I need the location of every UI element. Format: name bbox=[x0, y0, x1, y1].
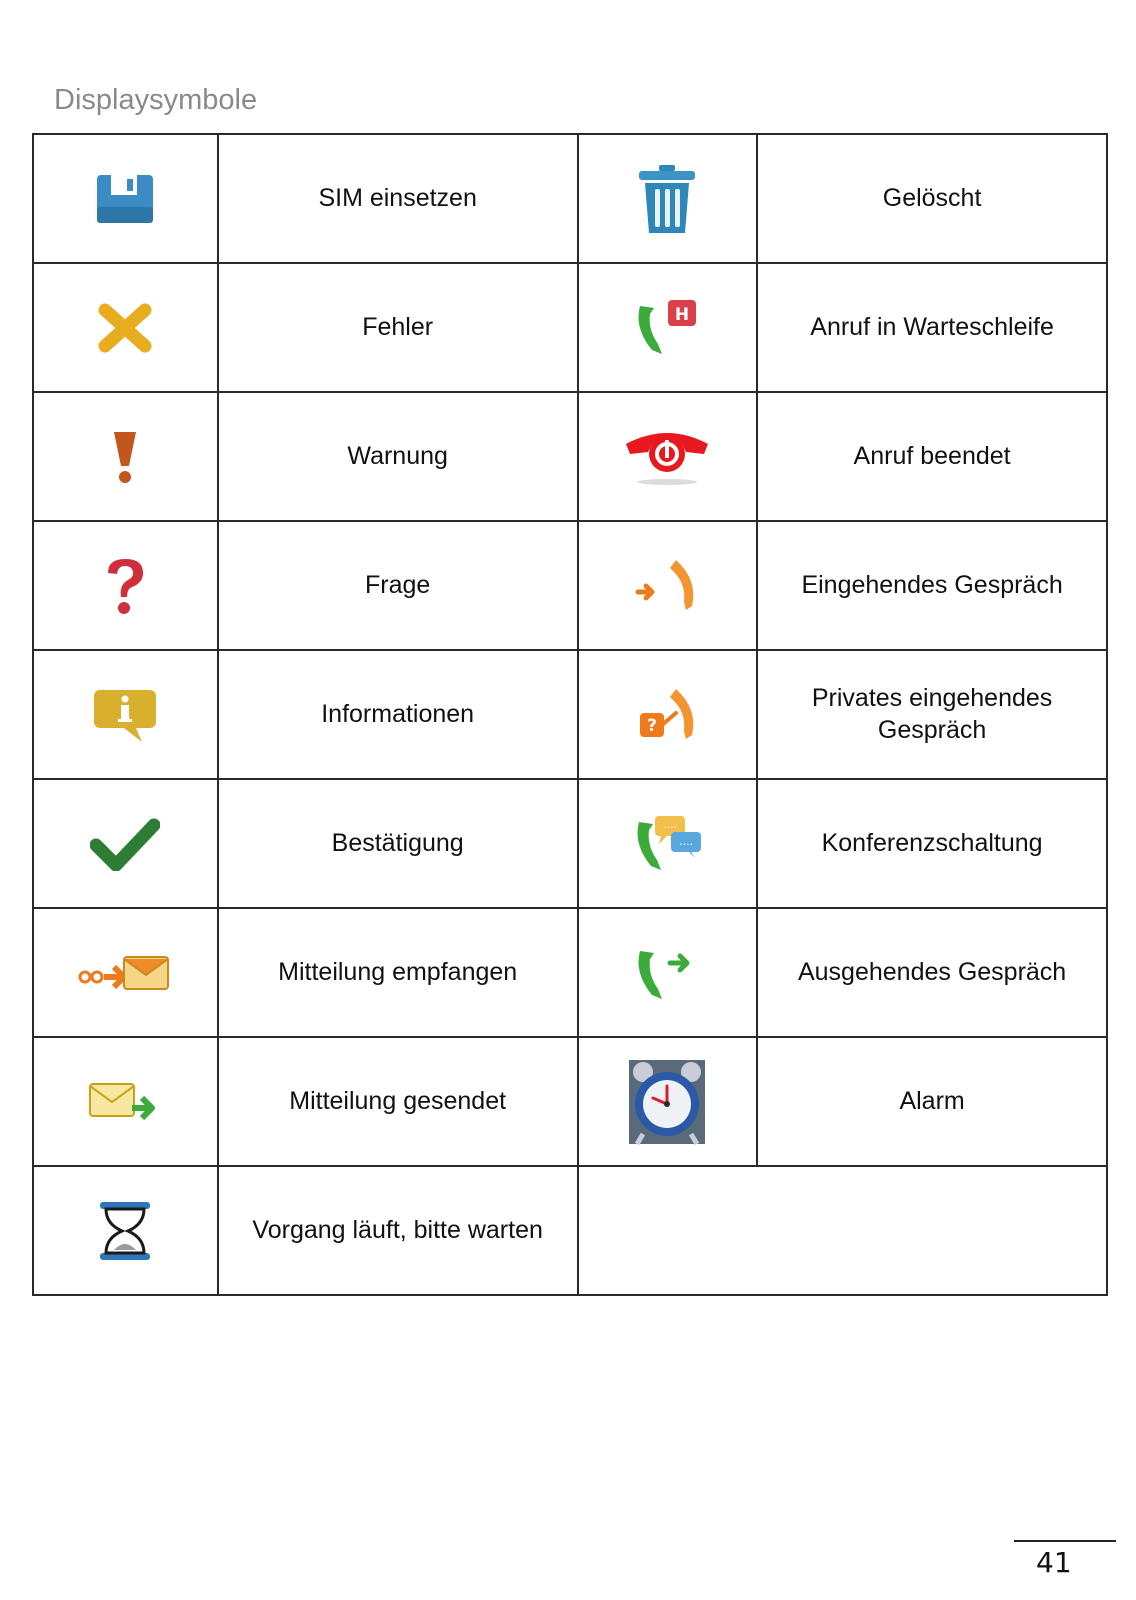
alarm-clock-icon bbox=[578, 1037, 758, 1166]
label-warnung: Warnung bbox=[218, 392, 578, 521]
message-received-icon bbox=[33, 908, 218, 1037]
empty-cell bbox=[578, 1166, 1107, 1295]
table-row bbox=[33, 134, 1107, 263]
label-vorgang-laeuft: Vorgang läuft, bitte warten bbox=[218, 1166, 578, 1295]
private-incoming-call-icon bbox=[578, 650, 758, 779]
table-row bbox=[33, 1037, 1107, 1166]
warning-exclamation-icon bbox=[33, 392, 218, 521]
table-row bbox=[33, 263, 1107, 392]
label-mitteilung-gesendet: Mitteilung gesendet bbox=[218, 1037, 578, 1166]
checkmark-icon bbox=[33, 779, 218, 908]
info-bubble-icon bbox=[33, 650, 218, 779]
hourglass-icon bbox=[33, 1166, 218, 1295]
label-sim-einsetzen: SIM einsetzen bbox=[218, 134, 578, 263]
label-frage: Frage bbox=[218, 521, 578, 650]
label-konferenzschaltung: Konferenzschaltung bbox=[757, 779, 1107, 908]
label-bestaetigung: Bestätigung bbox=[218, 779, 578, 908]
table-row bbox=[33, 908, 1107, 1037]
table-row bbox=[33, 1166, 1107, 1295]
outgoing-call-icon bbox=[578, 908, 758, 1037]
sim-card-icon bbox=[33, 134, 218, 263]
label-privates-eingehendes-gespraech: Privates eingehendes Gespräch bbox=[757, 650, 1107, 779]
footer-rule bbox=[1014, 1540, 1116, 1542]
svg-text:....: .... bbox=[679, 834, 694, 848]
display-symbols-table bbox=[32, 133, 1108, 1296]
label-geloescht: Gelöscht bbox=[757, 134, 1107, 263]
label-anruf-warteschleife: Anruf in Warteschleife bbox=[757, 263, 1107, 392]
conference-call-icon bbox=[578, 779, 758, 908]
message-sent-icon bbox=[33, 1037, 218, 1166]
label-informationen: Informationen bbox=[218, 650, 578, 779]
table-row bbox=[33, 392, 1107, 521]
table-row bbox=[33, 521, 1107, 650]
label-eingehendes-gespraech: Eingehendes Gespräch bbox=[757, 521, 1107, 650]
table-row bbox=[33, 779, 1107, 908]
label-anruf-beendet: Anruf beendet bbox=[757, 392, 1107, 521]
hold-badge-text: H bbox=[675, 304, 690, 325]
label-mitteilung-empfangen: Mitteilung empfangen bbox=[218, 908, 578, 1037]
label-alarm: Alarm bbox=[757, 1037, 1107, 1166]
call-hold-icon bbox=[578, 263, 758, 392]
svg-text:....: .... bbox=[663, 817, 678, 831]
svg-text:?: ? bbox=[647, 715, 658, 736]
error-x-icon bbox=[33, 263, 218, 392]
table-row bbox=[33, 650, 1107, 779]
page-number: 41 bbox=[1036, 1546, 1072, 1579]
label-ausgehendes-gespraech: Ausgehendes Gespräch bbox=[757, 908, 1107, 1037]
section-heading: Displaysymbole bbox=[54, 84, 258, 116]
trash-icon bbox=[578, 134, 758, 263]
label-fehler: Fehler bbox=[218, 263, 578, 392]
incoming-call-icon bbox=[578, 521, 758, 650]
question-mark-icon bbox=[33, 521, 218, 650]
call-ended-icon bbox=[578, 392, 758, 521]
